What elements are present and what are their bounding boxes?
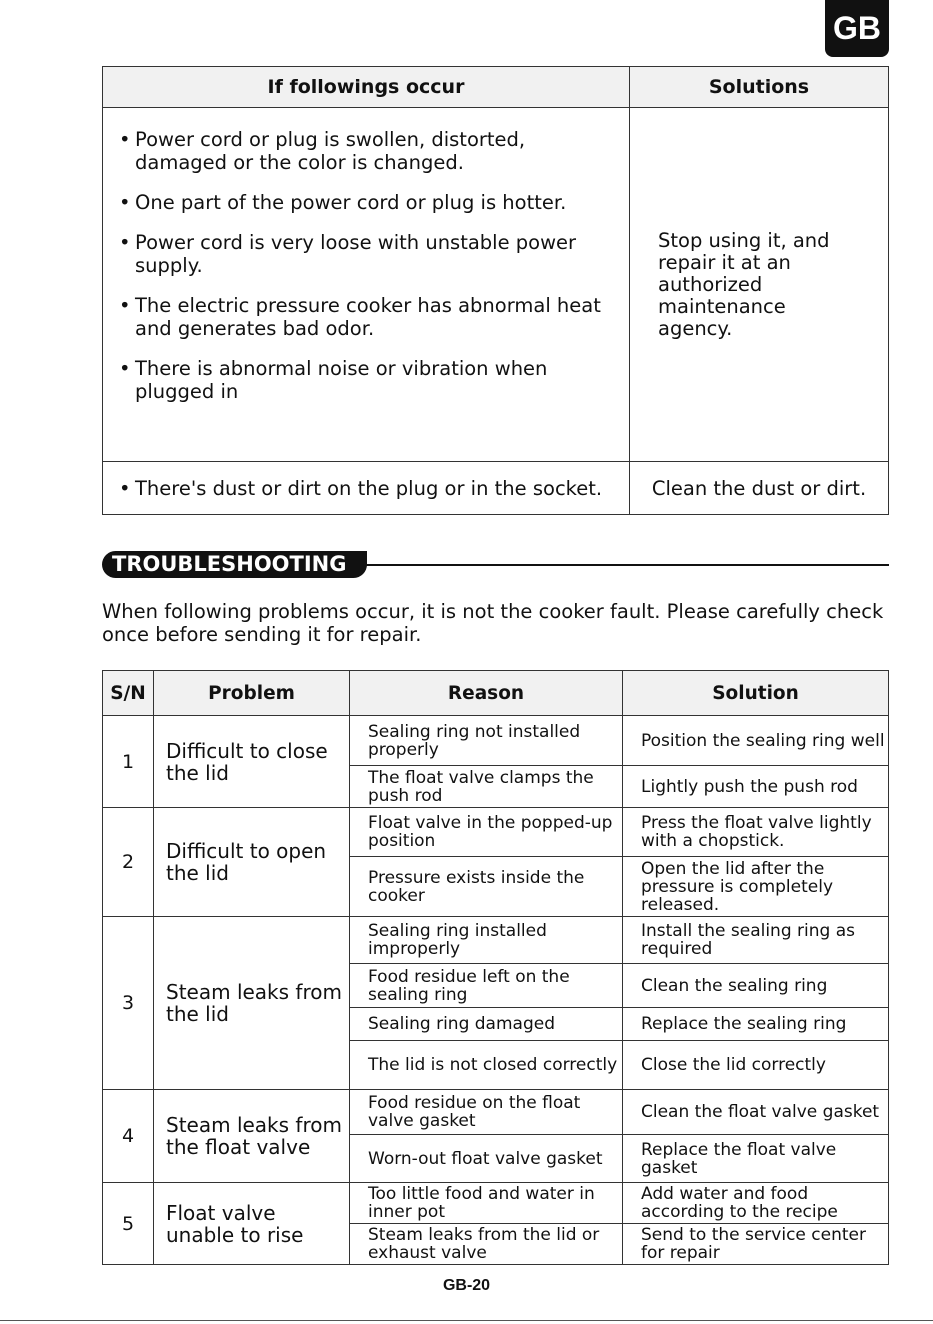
solution-cell: Clean the dust or dirt. [630, 462, 889, 515]
sn-cell: 4 [103, 1090, 154, 1183]
reason-cell: Food residue left on the sealing ring [350, 964, 623, 1008]
reason-cell: The lid is not closed correctly [350, 1041, 623, 1090]
sn-cell: 5 [103, 1183, 154, 1265]
page-bottom-rule [0, 1320, 933, 1321]
table-header-row [103, 671, 889, 716]
section-title: TROUBLESHOOTING [102, 551, 367, 578]
sn-cell: 3 [103, 917, 154, 1090]
problem-cell: Difficult to open the lid [154, 808, 350, 917]
reason-cell: Sealing ring damaged [350, 1008, 623, 1041]
solution-cell: Position the sealing ring well [623, 716, 889, 766]
language-badge: GB [825, 0, 889, 57]
table-row [103, 808, 889, 857]
header-conditions: If followings occur [103, 67, 630, 108]
safety-table-header [103, 67, 889, 108]
safety-table [102, 66, 889, 515]
reason-cell: Sealing ring installed improperly [350, 917, 623, 964]
problem-cell: Float valve unable to rise [154, 1183, 350, 1265]
section-header [102, 551, 889, 579]
conditions-cell [103, 462, 630, 515]
reason-cell: Steam leaks from the lid or exhaust valve [350, 1224, 623, 1265]
reason-cell: Too little food and water in inner pot [350, 1183, 623, 1224]
solution-cell: Press the float valve lightly with a chopstick. [623, 808, 889, 857]
header-solutions: Solutions [630, 67, 889, 108]
header-sn: S/N [103, 671, 154, 716]
solution-cell: Add water and food according to the recipe [623, 1183, 889, 1224]
reason-cell: Sealing ring not installed properly [350, 716, 623, 766]
condition-item: • There's dust or dirt on the plug or in the socket. [117, 477, 615, 500]
condition-item: • One part of the power cord or plug is hotter. [117, 191, 615, 214]
intro-text: When following problems occur, it is not the cooker fault. Please carefully check once before sending it for repair. [102, 600, 884, 646]
table-row [103, 716, 889, 766]
section-rule [358, 564, 889, 566]
solution-cell: Install the sealing ring as required [623, 917, 889, 964]
table-row [103, 917, 889, 964]
condition-item: • The electric pressure cooker has abnormal heat and generates bad odor. [117, 294, 615, 340]
solution-cell: Clean the sealing ring [623, 964, 889, 1008]
table-row [103, 1183, 889, 1224]
solution-cell: Lightly push the push rod [623, 766, 889, 808]
reason-cell: The float valve clamps the push rod [350, 766, 623, 808]
header-reason: Reason [350, 671, 623, 716]
solution-cell: Send to the service center for repair [623, 1224, 889, 1265]
conditions-list [117, 128, 615, 403]
conditions-cell [103, 108, 630, 462]
solution-cell: Replace the float valve gasket [623, 1135, 889, 1183]
condition-item: • Power cord or plug is swollen, distorted, damaged or the color is changed. [117, 128, 615, 174]
condition-item: • There is abnormal noise or vibration when plugged in [117, 357, 615, 403]
reason-cell: Float valve in the popped-up position [350, 808, 623, 857]
reason-cell: Worn-out float valve gasket [350, 1135, 623, 1183]
troubleshooting-table [102, 670, 889, 1265]
page-number: GB-20 [442, 1277, 491, 1294]
header-solution: Solution [623, 671, 889, 716]
conditions-list [117, 477, 615, 500]
reason-cell: Pressure exists inside the cooker [350, 857, 623, 917]
solution-cell: Replace the sealing ring [623, 1008, 889, 1041]
problem-cell: Steam leaks from the float valve [154, 1090, 350, 1183]
solution-cell: Close the lid correctly [623, 1041, 889, 1090]
safety-row [103, 108, 889, 462]
solution-cell: Clean the float valve gasket [623, 1090, 889, 1135]
table-row [103, 1090, 889, 1135]
sn-cell: 1 [103, 716, 154, 808]
problem-cell: Steam leaks from the lid [154, 917, 350, 1090]
reason-cell: Food residue on the float valve gasket [350, 1090, 623, 1135]
safety-row [103, 462, 889, 515]
problem-cell: Difficult to close the lid [154, 716, 350, 808]
condition-item: • Power cord is very loose with unstable power supply. [117, 231, 615, 277]
header-problem: Problem [154, 671, 350, 716]
solution-cell: Stop using it, and repair it at an authorized maintenance agency. [630, 108, 889, 462]
sn-cell: 2 [103, 808, 154, 917]
solution-cell: Open the lid after the pressure is completely released. [623, 857, 889, 917]
